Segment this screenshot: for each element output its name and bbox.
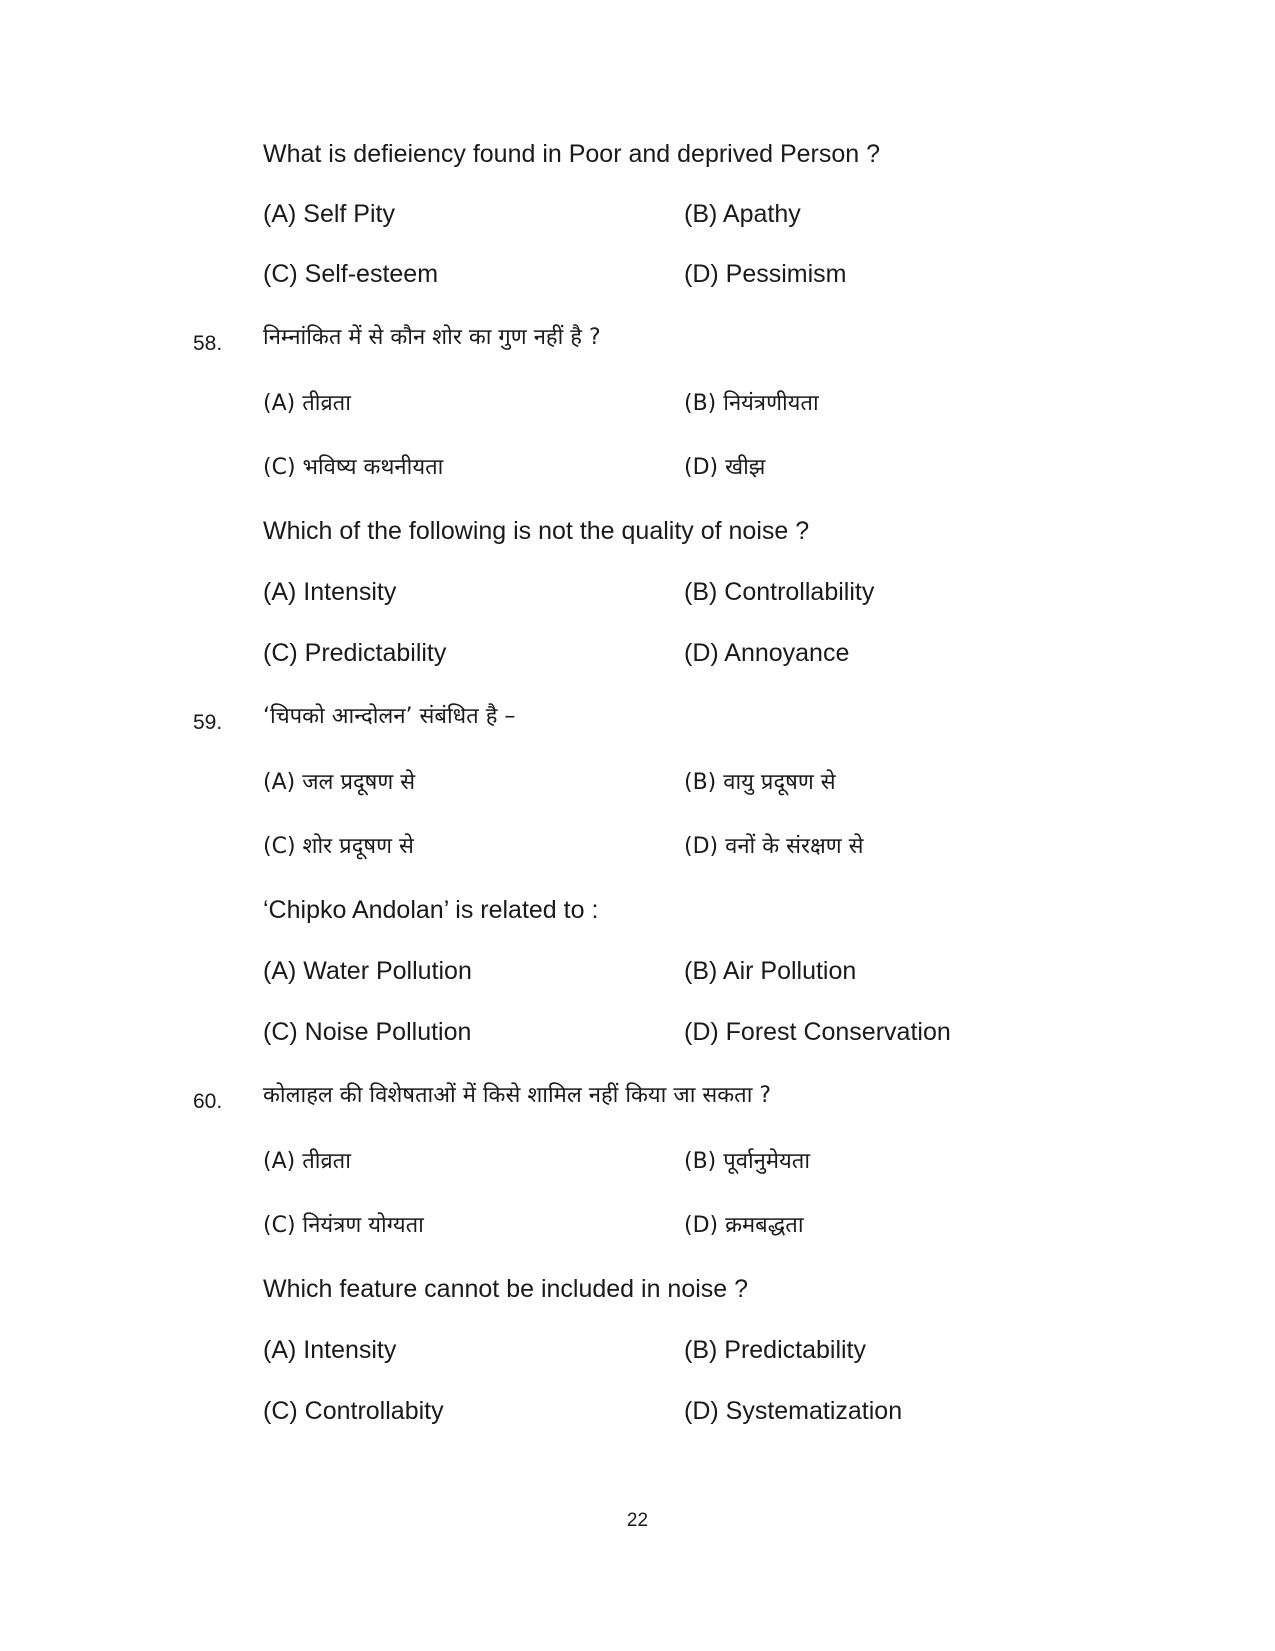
q58-option-a: (A) Intensity: [263, 578, 397, 606]
q60-option-d: (D) Systematization: [684, 1397, 903, 1425]
question-59-text-hi: ‘चिपको आन्दोलन’ संबंधित है –: [263, 704, 516, 729]
page-number: 22: [626, 1510, 649, 1531]
q60-option-c: (C) Controllabity: [263, 1397, 444, 1425]
q59-option-d: (D) Forest Conservation: [684, 1018, 951, 1046]
q58-option-c-hi: (C) भविष्य कथनीयता: [263, 455, 444, 480]
q60-option-b-hi: (B) पूर्वानुमेयता: [684, 1149, 811, 1174]
q59-option-c-hi: (C) शोर प्रदूषण से: [263, 834, 414, 859]
question-59-number: 59.: [193, 711, 223, 734]
q58-option-c: (C) Predictability: [263, 639, 447, 667]
q58-option-d: (D) Annoyance: [684, 639, 850, 667]
question-60-text-en: Which feature cannot be included in noise ?: [263, 1275, 749, 1303]
q57-option-c: (C) Self-esteem: [263, 260, 439, 288]
q59-option-a-hi: (A) जल प्रदूषण से: [263, 770, 416, 795]
question-60-number: 60.: [193, 1090, 223, 1113]
question-58-text-en: Which of the following is not the quality of noise ?: [263, 517, 810, 545]
q60-option-b: (B) Predictability: [684, 1336, 866, 1364]
question-58-number: 58.: [193, 332, 223, 355]
q58-option-d-hi: (D) खीझ: [684, 455, 766, 480]
q57-option-b: (B) Apathy: [684, 200, 801, 228]
q59-option-c: (C) Noise Pollution: [263, 1018, 472, 1046]
question-58-text-hi: निम्नांकित में से कौन शोर का गुण नहीं है ?: [263, 325, 601, 350]
q58-option-b: (B) Controllability: [684, 578, 875, 606]
q59-option-b: (B) Air Pollution: [684, 957, 857, 985]
question-60-text-hi: कोलाहल की विशेषताओं में किसे शामिल नहीं किया जा सकता ?: [263, 1083, 772, 1108]
q60-option-a-hi: (A) तीव्रता: [263, 1149, 351, 1174]
q57-option-d: (D) Pessimism: [684, 260, 847, 288]
q60-option-d-hi: (D) क्रमबद्धता: [684, 1213, 804, 1238]
q58-option-b-hi: (B) नियंत्रणीयता: [684, 391, 819, 416]
q57-option-a: (A) Self Pity: [263, 200, 395, 228]
question-57-text-en: What is defieiency found in Poor and deprived Person ?: [263, 140, 881, 168]
question-59-text-en: ‘Chipko Andolan’ is related to :: [263, 896, 599, 924]
q59-option-d-hi: (D) वनों के संरक्षण से: [684, 834, 864, 859]
q60-option-a: (A) Intensity: [263, 1336, 397, 1364]
q60-option-c-hi: (C) नियंत्रण योग्यता: [263, 1213, 424, 1238]
q59-option-b-hi: (B) वायु प्रदूषण से: [684, 770, 836, 795]
q58-option-a-hi: (A) तीव्रता: [263, 391, 351, 416]
q59-option-a: (A) Water Pollution: [263, 957, 472, 985]
